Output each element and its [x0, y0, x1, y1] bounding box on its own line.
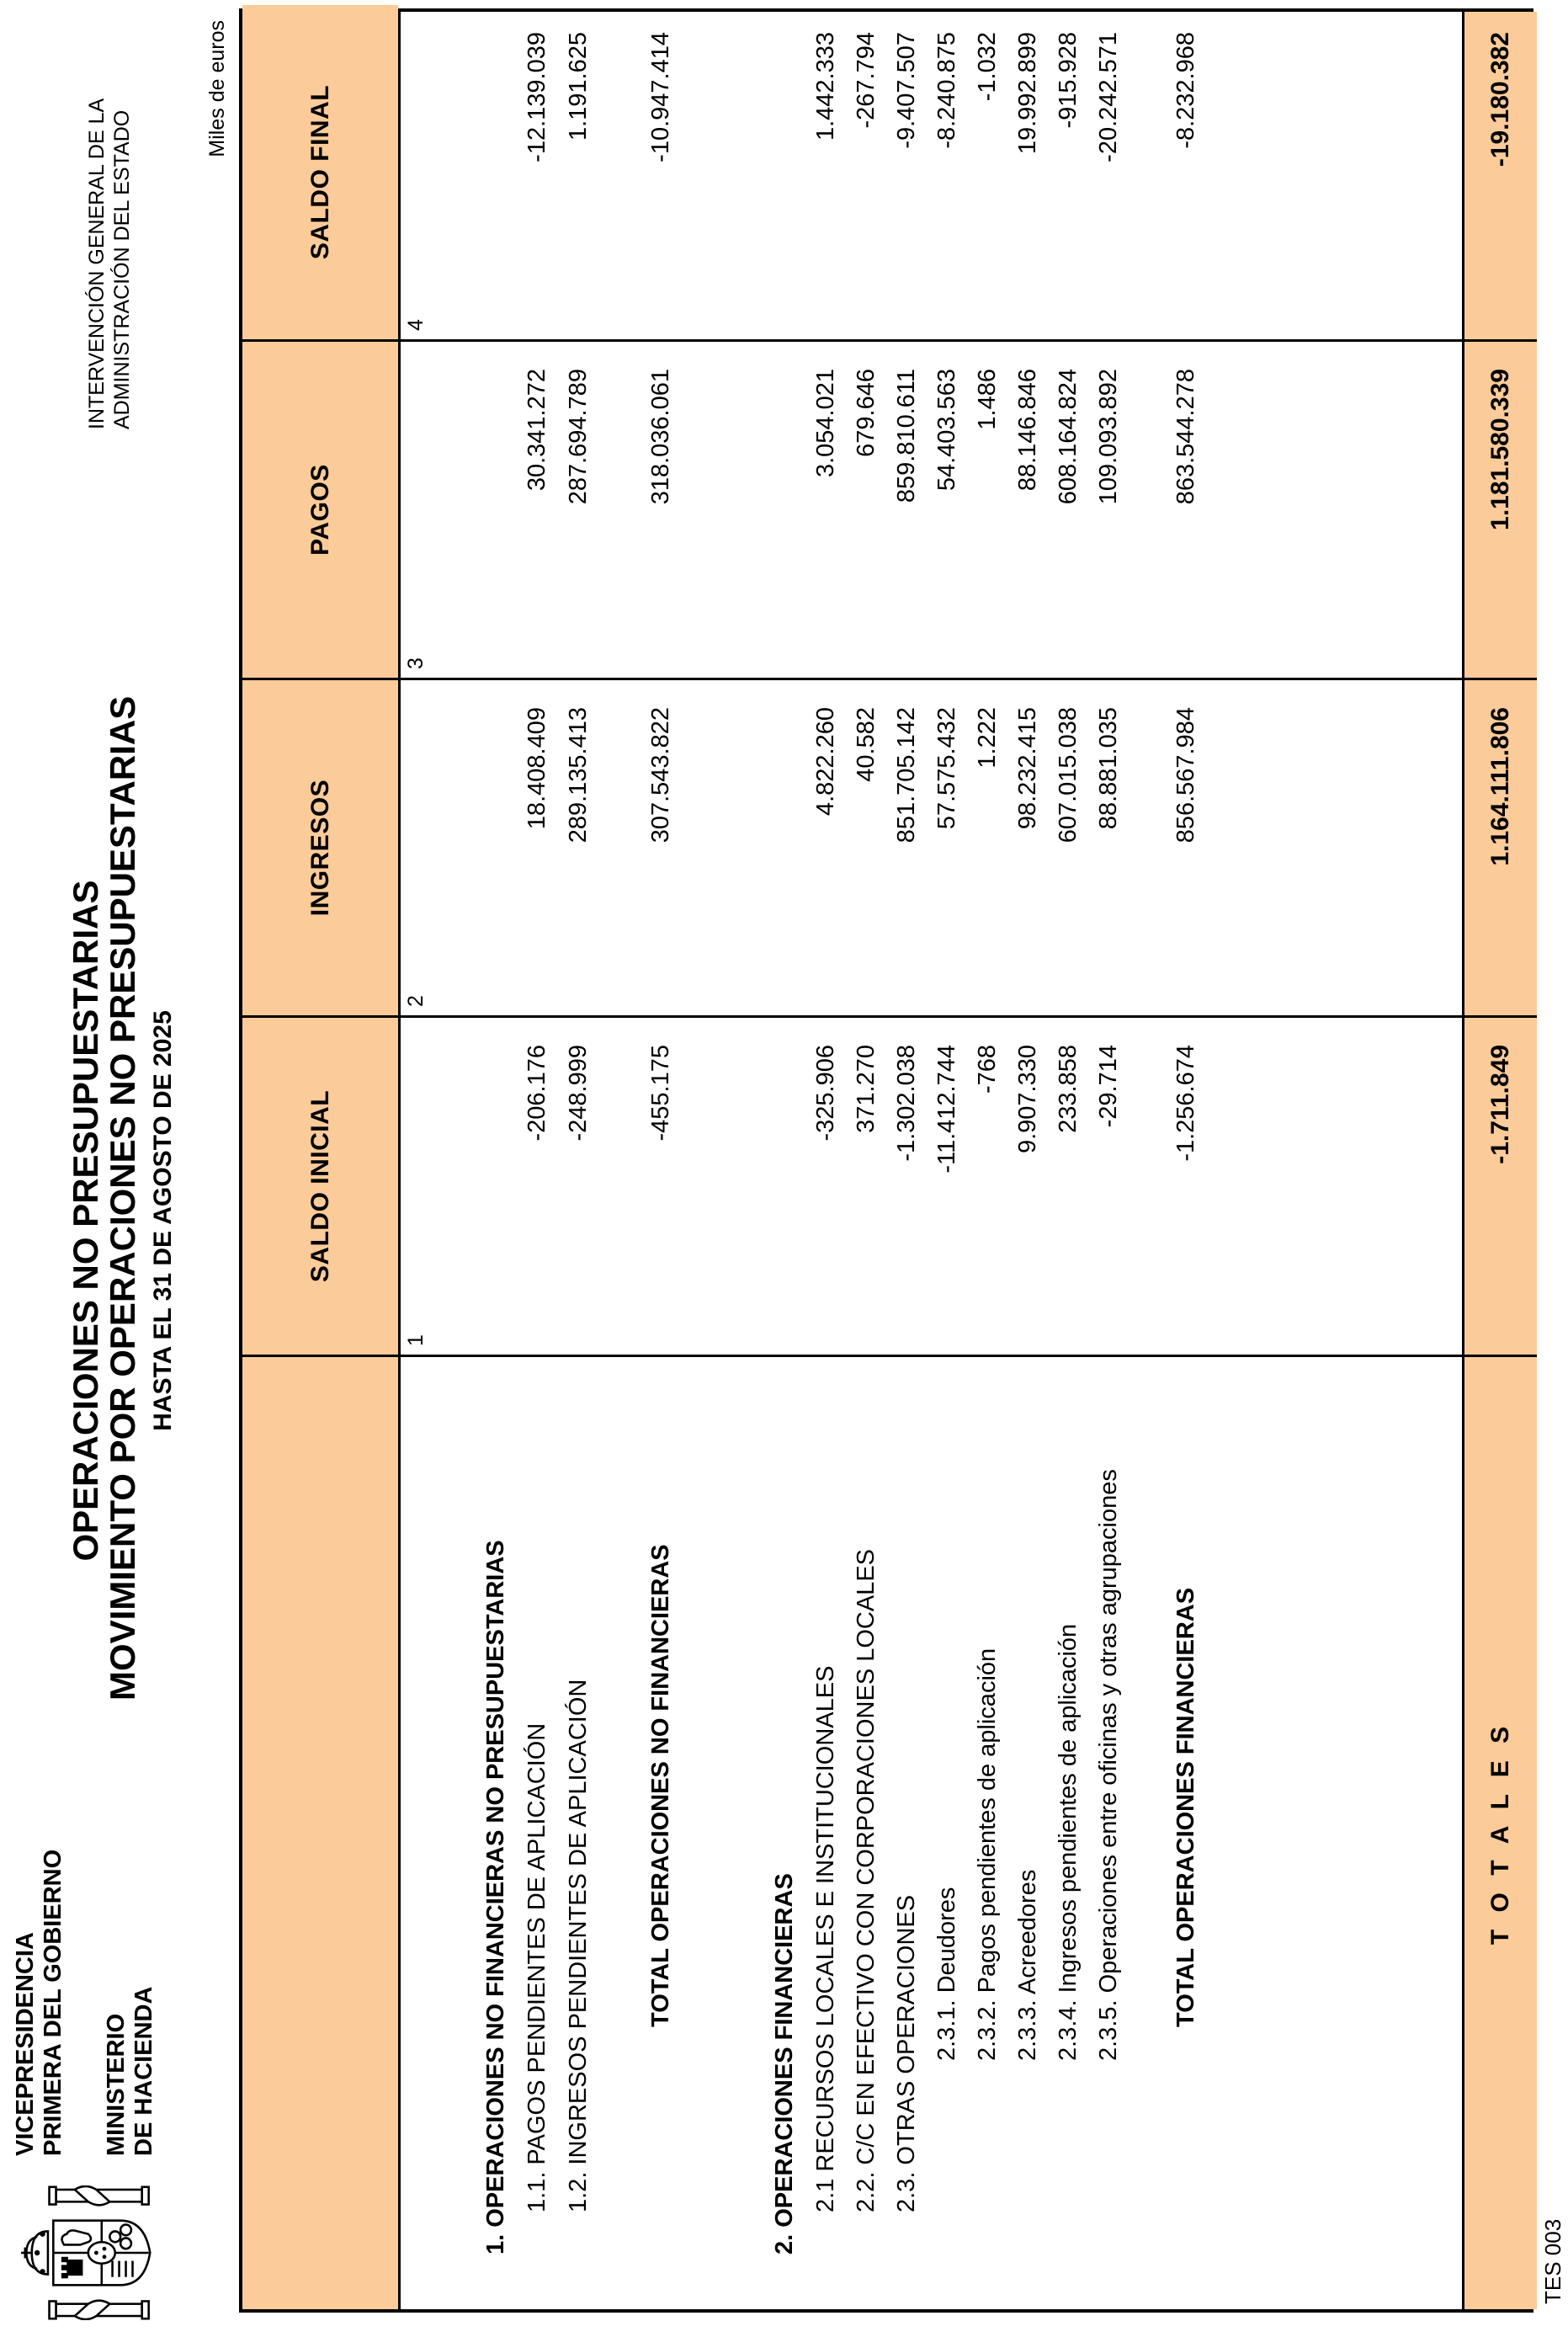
row-label-r234: 2.3.4. Ingresos pendientes de aplicación	[1054, 1623, 1082, 2061]
value-r22-col3: 679.646	[846, 342, 886, 680]
column-header-saldo-inicial: SALDO INICIAL	[242, 1018, 398, 1357]
value-r235-col1: -29.714	[1088, 1018, 1129, 1357]
table-row-r233	[1007, 12, 1048, 2309]
agency-line-1: INTERVENCIÓN GENERAL DE LA	[85, 98, 109, 429]
value-r235-col4: -20.242.571	[1088, 5, 1129, 342]
report-date: HASTA EL 31 DE AGOSTO DE 2025	[149, 1010, 177, 1431]
value-r22-col2: 40.582	[846, 680, 886, 1018]
row-label-r21: 2.1 RECURSOS LOCALES E INSTITUCIONALES	[811, 1665, 839, 2212]
table-row-r231	[927, 12, 967, 2309]
value-sec2-col1	[764, 1018, 805, 1357]
value-tot_nf-col1: -455.175	[640, 1018, 682, 1357]
table-row-r21	[805, 12, 846, 2309]
column-number-2: 2	[401, 680, 434, 1018]
value-r12-col1: -248.999	[558, 1018, 599, 1357]
table-row-r232	[967, 12, 1007, 2309]
value-r234-col1: 233.858	[1048, 1018, 1088, 1357]
value-totales-col1: -1.711.849	[1464, 1018, 1537, 1357]
value-sec2-col2	[764, 680, 805, 1018]
table-row-r23	[886, 12, 927, 2309]
value-r231-col4: -8.240.875	[927, 5, 967, 342]
value-sec1-col4	[476, 5, 517, 342]
row-label-r233: 2.3.3. Acreedores	[1013, 1869, 1041, 2061]
table-row-r11	[517, 12, 558, 2309]
row-label-r23: 2.3. OTRAS OPERACIONES	[892, 1894, 920, 2212]
spacer-row	[682, 12, 723, 2309]
value-r12-col3: 287.694.789	[558, 342, 599, 680]
ministry-name-block	[12, 1850, 158, 2156]
value-r11-col1: -206.176	[517, 1018, 558, 1357]
spacer-row	[1129, 12, 1166, 2309]
value-tot_fin-col2: 856.567.984	[1166, 680, 1206, 1018]
value-r22-col4: -267.794	[846, 5, 886, 342]
ministry-line-4: DE HACIENDA	[130, 1986, 157, 2156]
value-sec1-col2	[476, 680, 517, 1018]
value-tot_nf-col3: 318.036.061	[640, 342, 682, 680]
column-numbers-row	[401, 12, 434, 2309]
value-r233-col4: 19.992.899	[1007, 5, 1048, 342]
value-r232-col2: 1.222	[967, 680, 1007, 1018]
value-r23-col2: 851.705.142	[886, 680, 927, 1018]
table-row-r234	[1048, 12, 1088, 2309]
value-r231-col2: 57.575.432	[927, 680, 967, 1018]
value-totales-col3: 1.181.580.339	[1464, 342, 1537, 680]
value-r233-col3: 88.146.846	[1007, 342, 1048, 680]
value-tot_fin-col1: -1.256.674	[1166, 1018, 1206, 1357]
ministry-line-3: MINISTERIO	[103, 2013, 130, 2156]
row-label-r231: 2.3.1. Deudores	[933, 1887, 960, 2061]
row-label-sec2: 2. OPERACIONES FINANCIERAS	[771, 1873, 798, 2254]
value-r231-col1: -11.412.744	[927, 1018, 967, 1357]
value-tot_nf-col2: 307.543.822	[640, 680, 682, 1018]
column-number-empty	[401, 1357, 434, 2309]
row-label-sec1: 1. OPERACIONES NO FINANCIERAS NO PRESUPUESTARIAS	[482, 1540, 509, 2254]
table-row-tot_fin	[1166, 12, 1206, 2309]
value-r232-col4: -1.032	[967, 5, 1007, 342]
value-r21-col3: 3.054.021	[805, 342, 846, 680]
column-number-3: 3	[401, 342, 434, 680]
row-label-r22: 2.2. C/C EN EFECTIVO CON CORPORACIONES LOCALES	[852, 1549, 880, 2212]
table-row-sec2	[764, 12, 805, 2309]
value-totales-col2: 1.164.111.806	[1464, 680, 1537, 1018]
value-r21-col2: 4.822.260	[805, 680, 846, 1018]
value-tot_nf-col4: -10.947.414	[640, 5, 682, 342]
spacer-row	[723, 12, 764, 2309]
units-note: Miles de euros	[205, 20, 229, 157]
value-r11-col4: -12.139.039	[517, 5, 558, 342]
column-header-pagos: PAGOS	[242, 342, 398, 680]
value-tot_fin-col3: 863.544.278	[1166, 342, 1206, 680]
value-tot_fin-col4: -8.232.968	[1166, 5, 1206, 342]
row-label-r12: 1.2. INGRESOS PENDIENTES DE APLICACIÓN	[565, 1679, 592, 2212]
value-totales-col4: -19.180.382	[1464, 5, 1537, 342]
row-label-r11: 1.1. PAGOS PENDIENTES DE APLICACIÓN	[524, 1722, 550, 2212]
value-r231-col3: 54.403.563	[927, 342, 967, 680]
column-header-concepts-empty	[242, 1357, 398, 2309]
column-header-saldo-final: SALDO FINAL	[242, 5, 398, 342]
value-sec1-col1	[476, 1018, 517, 1357]
ministry-line-1: VICEPRESIDENCIA	[12, 1932, 39, 2156]
value-r235-col3: 109.093.892	[1088, 342, 1129, 680]
value-r233-col2: 98.232.415	[1007, 680, 1048, 1018]
page-title: OPERACIONES NO PRESUPUESTARIAS	[66, 880, 105, 1562]
table-row-r22	[846, 12, 886, 2309]
value-r23-col3: 859.810.611	[886, 342, 927, 680]
value-r234-col2: 607.015.038	[1048, 680, 1088, 1018]
value-sec1-col3	[476, 342, 517, 680]
report-title-block	[66, 695, 178, 1701]
row-label-r235: 2.3.5. Operaciones entre oficinas y otras agrupaciones	[1094, 1469, 1122, 2061]
value-r11-col3: 30.341.272	[517, 342, 558, 680]
spacer-row	[434, 12, 476, 2309]
form-code: TES 003	[1540, 2218, 1565, 2304]
value-r232-col3: 1.486	[967, 342, 1007, 680]
value-r235-col2: 88.881.035	[1088, 680, 1129, 1018]
value-r232-col1: -768	[967, 1018, 1007, 1357]
table-row-sec1	[476, 12, 517, 2309]
row-label-tot_nf: TOTAL OPERACIONES NO FINANCIERAS	[647, 1544, 674, 2027]
value-r233-col1: 9.907.330	[1007, 1018, 1048, 1357]
report-subtitle: MOVIMIENTO POR OPERACIONES NO PRESUPUESTARIAS	[103, 695, 142, 1701]
operations-table	[239, 8, 1533, 2313]
value-r12-col2: 289.135.413	[558, 680, 599, 1018]
value-sec2-col4	[764, 5, 805, 342]
value-sec2-col3	[764, 342, 805, 680]
spain-coat-of-arms-logo	[21, 2185, 174, 2320]
value-r22-col1: 371.270	[846, 1018, 886, 1357]
value-r23-col1: -1.302.038	[886, 1018, 927, 1357]
column-number-4: 4	[401, 5, 434, 342]
value-r23-col4: -9.407.507	[886, 5, 927, 342]
row-label-tot_fin: TOTAL OPERACIONES FINANCIERAS	[1172, 1587, 1199, 2027]
row-label-r232: 2.3.2. Pagos pendientes de aplicación	[973, 1648, 1001, 2061]
row-label-totales: T O T A L E S	[1486, 1721, 1514, 1946]
value-r234-col3: 608.164.824	[1048, 342, 1088, 680]
agency-block	[84, 98, 135, 429]
column-number-1: 1	[401, 1018, 434, 1357]
spacer-row	[1206, 12, 1462, 2309]
value-r21-col4: 1.442.333	[805, 5, 846, 342]
table-row-r12	[558, 12, 599, 2309]
ministry-line-2: PRIMERA DEL GOBIERNO	[40, 1849, 66, 2156]
table-row-tot_nf	[640, 12, 682, 2309]
value-r234-col4: -915.928	[1048, 5, 1088, 342]
value-r12-col4: 1.191.625	[558, 5, 599, 342]
spacer-row	[599, 12, 640, 2309]
table-row-r235	[1088, 12, 1129, 2309]
agency-line-2: ADMINISTRACIÓN DEL ESTADO	[110, 109, 134, 429]
value-r21-col1: -325.906	[805, 1018, 846, 1357]
value-r11-col2: 18.408.409	[517, 680, 558, 1018]
table-row-totales	[1462, 12, 1537, 2309]
column-header-ingresos: INGRESOS	[242, 680, 398, 1018]
table-header-row	[242, 12, 401, 2309]
